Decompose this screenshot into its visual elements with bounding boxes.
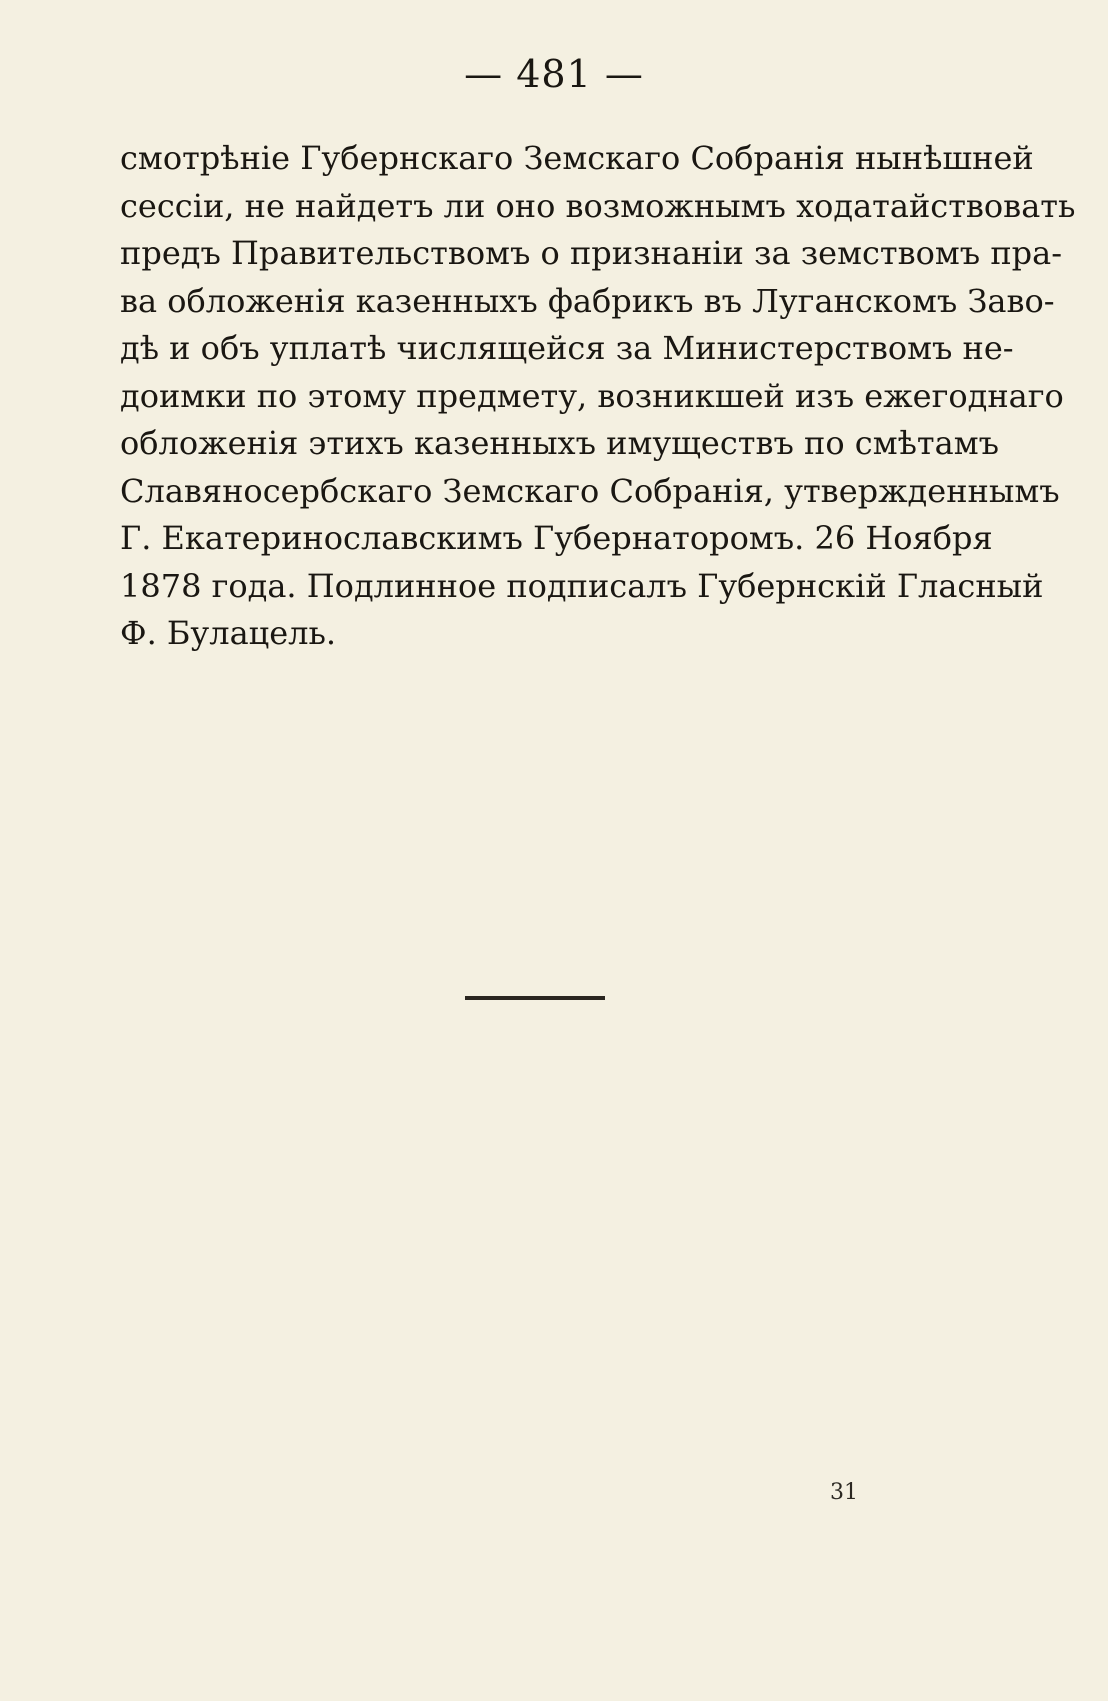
text-line: обложенія этихъ казенныхъ имуществъ по смѣтамъ — [120, 424, 999, 462]
text-line: смотрѣніе Губернскаго Земскаго Собранія нынѣшней — [120, 139, 1034, 177]
text-line: Славяносербскаго Земскаго Собранія, утвержденнымъ — [120, 471, 1060, 510]
separator-rule — [465, 996, 605, 1000]
text-line: Г. Екатеринославскимъ Губернаторомъ. 26 Ноября — [120, 519, 993, 557]
text-line: 1878 года. Подлинное подписалъ Губернскій Гласный — [120, 566, 1044, 605]
bleed-line — [120, 667, 952, 714]
text-line: ва обложенія казенныхъ фабрикъ въ Луганскомъ Заво- — [120, 281, 1055, 320]
text-line: дѣ и объ уплатѣ числящейся за Министерствомъ не- — [120, 329, 1014, 367]
body-text — [120, 135, 1076, 658]
signature-mark: 31 — [830, 1480, 858, 1505]
text-line: доимки по этому предмету, возникшей изъ ежегоднаго — [120, 376, 1064, 415]
text-line: Ф. Булацель. — [120, 614, 337, 652]
text-line: сессіи, не найдетъ ли оно возможнымъ ходатайствовать — [120, 186, 1076, 225]
text-line: предъ Правительствомъ о признаніи за земствомъ пра- — [120, 234, 1063, 272]
bleed-line — [120, 714, 952, 761]
page-number: — 481 — — [464, 52, 644, 96]
